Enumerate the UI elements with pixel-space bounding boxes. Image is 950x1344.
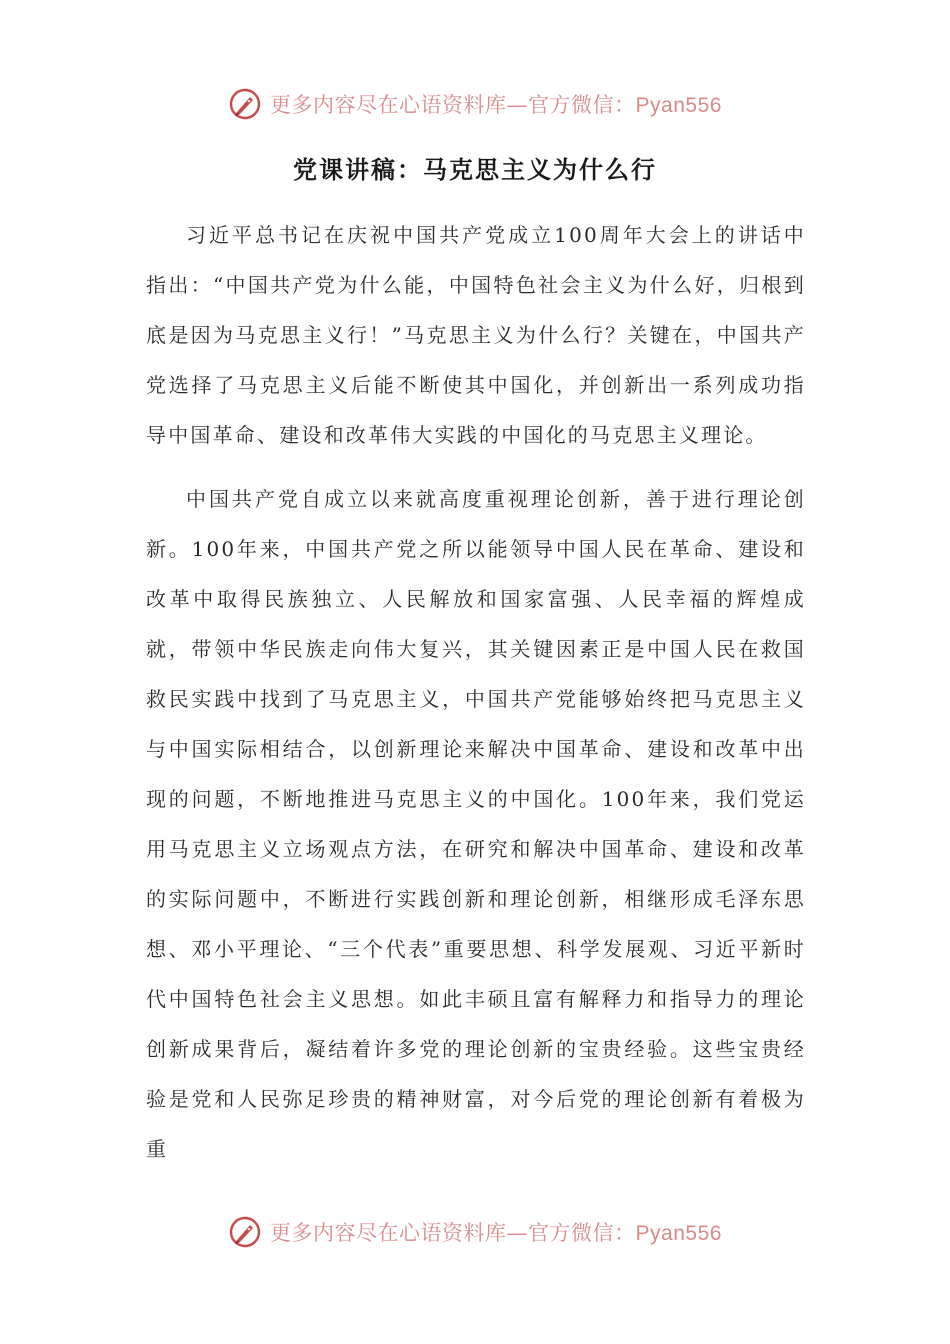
header-wechat-id: Pyan556 bbox=[635, 94, 722, 117]
paragraph-1: 习近平总书记在庆祝中国共产党成立100周年大会上的讲话中指出：“中国共产党为什么能，中国特色社会主义为什么好，归根到底是因为马克思主义行！”马克思主义为什么行？关键在，中国共产党选择了马克思主义后能不断使其中国化，并创新出一系列成功指导中国革命、建设和改革伟大实践的中国化的马克思主义理论。 bbox=[146, 223, 806, 447]
footer-banner bbox=[0, 1212, 950, 1252]
pen-nib-logo-icon bbox=[228, 1215, 262, 1249]
document-title: 党课讲稿：马克思主义为什么行 bbox=[293, 156, 657, 184]
footer-banner-text: 更多内容尽在心语资料库—官方微信：Pyan556 bbox=[270, 1221, 722, 1245]
pen-nib-logo-icon bbox=[228, 87, 262, 121]
footer-wechat-id: Pyan556 bbox=[635, 1222, 722, 1245]
document-body bbox=[146, 210, 806, 1188]
header-banner bbox=[0, 84, 950, 124]
header-banner-text: 更多内容尽在心语资料库—官方微信：Pyan556 bbox=[270, 93, 722, 117]
paragraph-2: 中国共产党自成立以来就高度重视理论创新，善于进行理论创新。100年来，中国共产党之所以能领导中国人民在革命、建设和改革中取得民族独立、人民解放和国家富强、人民幸福的辉煌成就，带领中华民族走向伟大复兴，其关键因素正是中国人民在救国救民实践中找到了马克思主义，中国共产党能够始终把马克思主义与中国实际相结合，以创新理论来解决中国革命、建设和改革中出现的问题，不断地推进马克思主义的中国化。100年来，我们党运用马克思主义立场观点方法，在研究和解决中国革命、建设和改革的实际问题中，不断进行实践创新和理论创新，相继形成毛泽东思想、邓小平理论、“三个代表”重要思想、科学发展观、习近平新时代中国特色社会主义思想。如此丰硕且富有解释力和指导力的理论创新成果背后，凝结着许多党的理论创新的宝贵经验。这些宝贵经验是党和人民弥足珍贵的精神财富，对今后党的理论创新有着极为重 bbox=[146, 487, 806, 1161]
